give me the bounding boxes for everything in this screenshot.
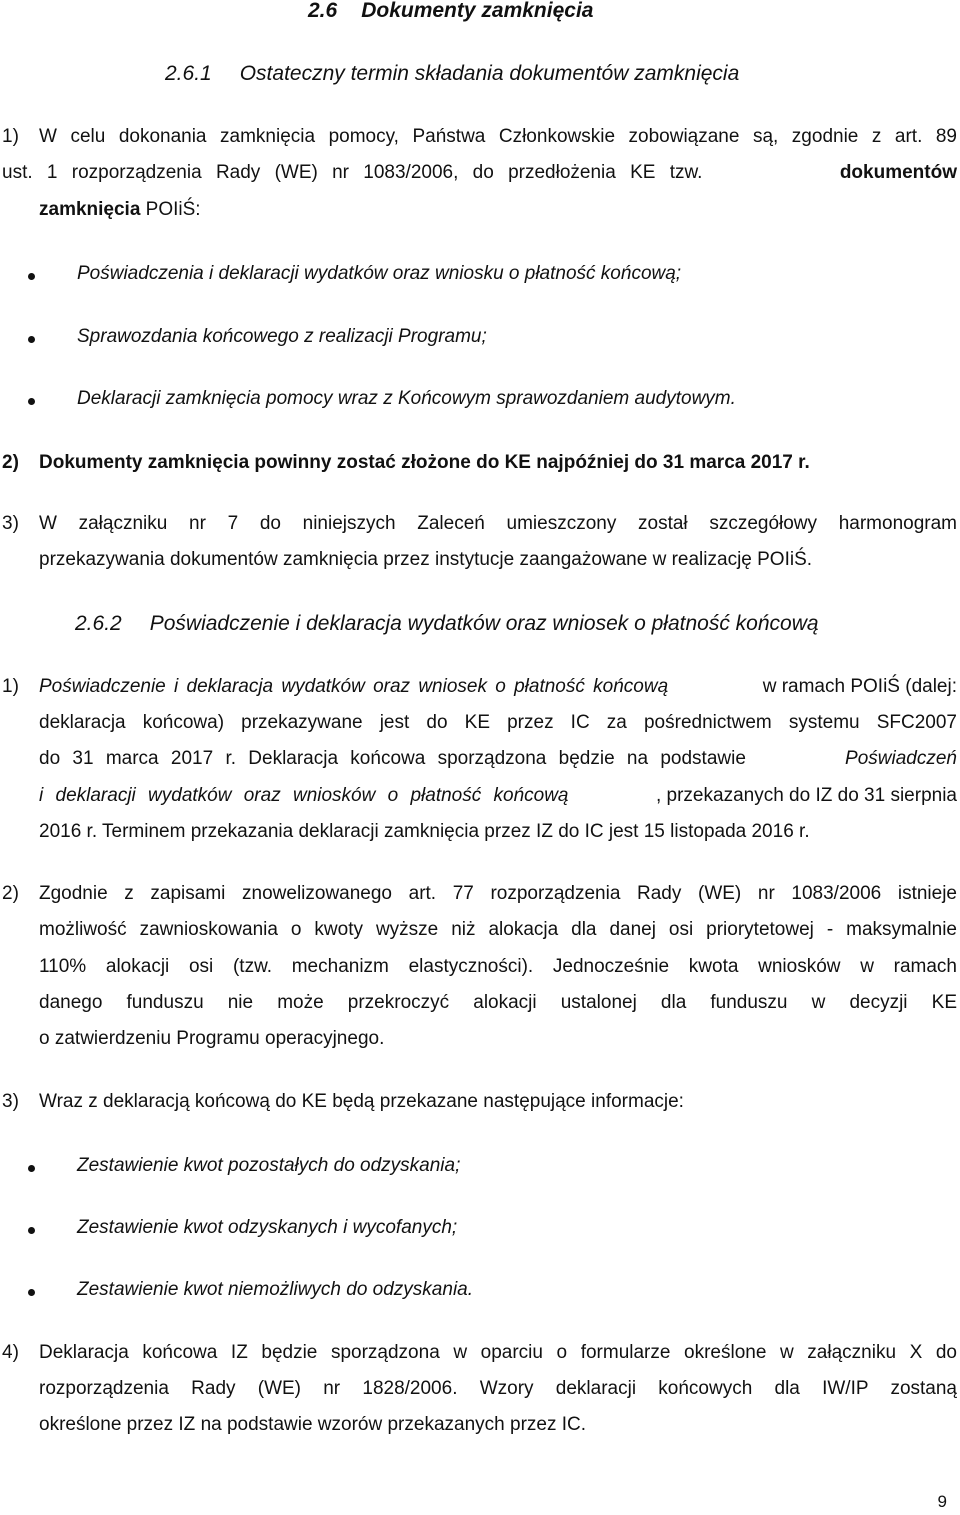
bullet-icon: [28, 1227, 35, 1234]
paragraph-line: [39, 676, 957, 698]
paragraph-line: deklaracja końcowa) przekazywane jest do KE przez IC za pośrednictwem systemu SFC2007: [39, 712, 957, 733]
paragraph-line: 110% alokacji osi (tzw. mechanizm elastyczności). Jednocześnie kwota wniosków w ramach: [39, 956, 957, 977]
list-item: Zestawienie kwot pozostałych do odzyskania;: [77, 1155, 461, 1176]
paragraph-line: Deklaracja końcowa IZ będzie sporządzona w oparciu o formularze określone w załączniku X do: [39, 1342, 957, 1363]
item-number: 2): [2, 883, 19, 904]
text-run: ust. 1 rozporządzenia Rady (WE) nr 1083/2006, do przedłożenia KE tzw.: [2, 162, 703, 183]
paragraph-line: Zgodnie z zapisami znowelizowanego art. 77 rozporządzenia Rady (WE) nr 1083/2006 istnieje: [39, 883, 957, 904]
item-number: 1): [2, 126, 19, 147]
item-number: 3): [2, 1091, 19, 1112]
paragraph-line: [39, 785, 957, 807]
list-item: Sprawozdania końcowego z realizacji Programu;: [77, 326, 487, 347]
paragraph-line: przekazywania dokumentów zamknięcia przez instytucje zaangażowane w realizację POIiŚ.: [39, 549, 813, 570]
bold-text: zamknięcia: [39, 199, 141, 220]
text-run: , przekazanych do IZ do 31 sierpnia: [655, 785, 957, 806]
subsection-title: Ostateczny termin składania dokumentów zamknięcia: [239, 62, 740, 85]
bullet-icon: [28, 273, 35, 280]
section-title: Dokumenty zamknięcia: [361, 0, 594, 22]
subsection-number: 2.6.2: [75, 612, 122, 635]
item-number: 3): [2, 513, 19, 534]
subsection-number: 2.6.1: [165, 62, 212, 85]
bullet-icon: [28, 1165, 35, 1172]
paragraph-line: rozporządzenia Rady (WE) nr 1828/2006. Wzory deklaracji końcowych dla IW/IP zostaną: [39, 1378, 957, 1399]
item-number: 2): [2, 452, 19, 473]
bullet-icon: [28, 336, 35, 343]
italic-text: Poświadczeń: [845, 748, 957, 769]
paragraph-line: określone przez IZ na podstawie wzorów przekazanych przez IC.: [39, 1414, 587, 1435]
paragraph-line: o zatwierdzeniu Programu operacyjnego.: [39, 1028, 385, 1049]
paragraph-line: Wraz z deklaracją końcową do KE będą przekazane następujące informacje:: [39, 1091, 684, 1112]
paragraph-line: [39, 748, 957, 770]
item-number: 1): [2, 676, 19, 697]
paragraph-line: 2016 r. Terminem przekazania deklaracji zamknięcia przez IZ do IC jest 15 listopada 2016 r.: [39, 821, 810, 842]
bullet-icon: [28, 398, 35, 405]
italic-text: Poświadczenie i deklaracja wydatków oraz wniosek o płatność końcową: [39, 676, 669, 697]
paragraph-line: [39, 199, 201, 221]
paragraph-line: możliwość zawnioskowania o kwoty wyższe niż alokacja dla danej osi priorytetowej - maksymalnie: [39, 919, 957, 940]
section-number: 2.6: [308, 0, 338, 22]
list-item: Deklaracji zamknięcia pomocy wraz z Końcowym sprawozdaniem audytowym.: [77, 388, 736, 409]
bold-text: dokumentów: [839, 162, 957, 183]
italic-text: i deklaracji wydatków oraz wniosków o płatność końcową: [39, 785, 569, 806]
subsection-heading-261: [165, 62, 739, 86]
item-number: 4): [2, 1342, 19, 1363]
section-heading: [308, 0, 593, 23]
subsection-heading-262: [75, 612, 819, 636]
text-run: POIiŚ:: [140, 199, 201, 220]
subsection-title: Poświadczenie i deklaracja wydatków oraz wniosek o płatność końcową: [149, 612, 819, 635]
list-item: Zestawienie kwot niemożliwych do odzyskania.: [77, 1279, 474, 1300]
text-run: w ramach POIiŚ (dalej:: [762, 676, 957, 697]
page-number: 9: [937, 1492, 947, 1511]
list-item: Zestawienie kwot odzyskanych i wycofanych;: [77, 1217, 458, 1238]
bullet-icon: [28, 1289, 35, 1296]
paragraph-line: W celu dokonania zamknięcia pomocy, Państwa Członkowskie zobowiązane są, zgodnie z art. 89: [39, 126, 957, 147]
text-run: do 31 marca 2017 r. Deklaracja końcowa sporządzona będzie na podstawie: [39, 748, 746, 769]
paragraph-line: W załączniku nr 7 do niniejszych Zaleceń umieszczony został szczegółowy harmonogram: [39, 513, 957, 534]
paragraph-line: danego funduszu nie może przekroczyć alokacji ustalonej dla funduszu w decyzji KE: [39, 992, 957, 1013]
paragraph-line: [2, 162, 957, 184]
list-item: Poświadczenia i deklaracji wydatków oraz wniosku o płatność końcową;: [77, 263, 682, 284]
paragraph-line: Dokumenty zamknięcia powinny zostać złożone do KE najpóźniej do 31 marca 2017 r.: [39, 452, 810, 473]
